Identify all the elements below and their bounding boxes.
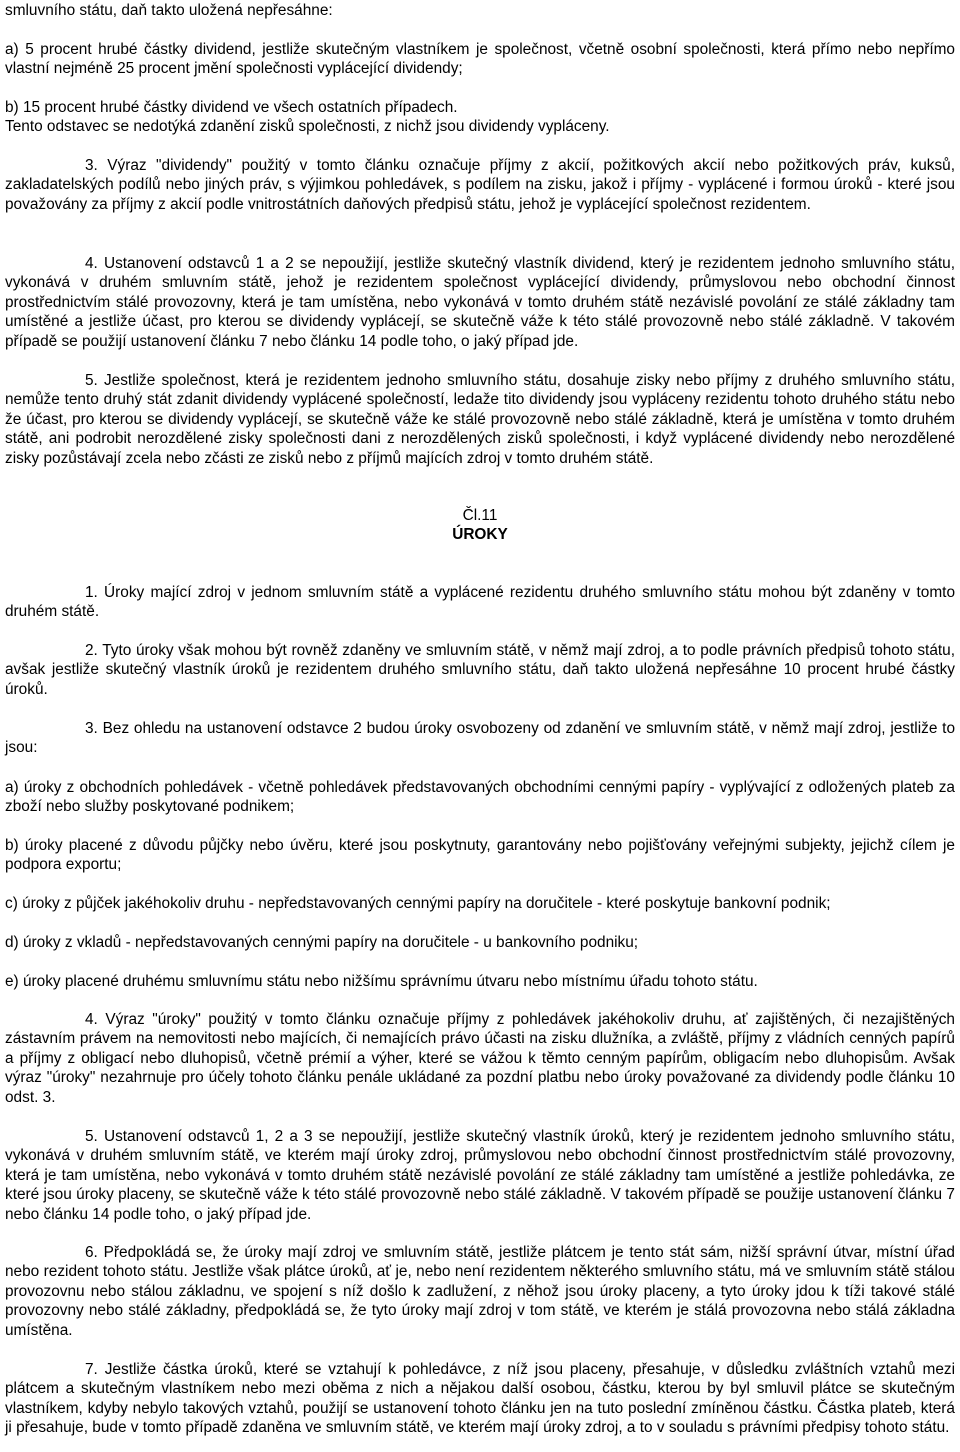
paragraph-continuation: smluvního státu, daň takto uložená nepřesáhne: <box>5 2 333 19</box>
interest-paragraph-4: 4. Výraz "úroky" použitý v tomto článku označuje příjmy z pohledávek jakéhokoliv druhu, ať zajištěných, či nezajištěných zástavním právem na nemovitosti nebo majících, či nemajících právo účasti na zisku dlužníka, a zvláště, příjmy z vládních cenných papírů a příjmy z obligací nebo dluhopisů, včetně prémií a výher, které se vážou k těmto cenným papírům, obligacím nebo dluhopisům. Avšak výraz "úroky" nezahrnuje pro účely tohoto článku penále ukládané za pozdní platbu nebo úroky považované za dividendy podle článku 10 odst. 3. <box>5 1011 955 1106</box>
paragraph-5: 5. Jestliže společnost, která je rezidentem jednoho smluvního státu, dosahuje zisky nebo příjmy z druhého smluvního státu, nemůže tento druhý stát zdanit dividendy vyplácené společností, ledaže tito dividendy jsou vypláceny rezidentu tohoto druhého státu nebo že účast, pro kterou se dividendy vyplácejí, se skutečně váže ke stálé provozovně nebo stálé základně, která je umístěna v tomto druhém státě, ani podrobit nerozdělené zisky společnosti dani z nerozdělených zisků společnosti, i když vyplácené dividendy nebo nerozdělené zisky pozůstávají zcela nebo zčásti ze zisků nebo z příjmů majících zdroj v tomto druhém státě. <box>5 372 955 467</box>
interest-paragraph-7: 7. Jestliže částka úroků, které se vztahují k pohledávce, z níž jsou placeny, přesahuje, v důsledku zvláštních vztahů mezi plátcem a skutečným vlastníkem nebo mezi oběma z nich a nějakou další osobou, částku, kterou by byl smluvil plátce se skutečným vlastníkem, kdyby nebylo takových vztahů, použijí se ustanovení tohoto článku jen na tuto poslední zmíněnou částku. Částka plateb, která ji přesahuje, bude v tomto případě zdaněna ve smluvním státě, ve kterém mají úroky zdroj, a to v souladu s právními předpisy tohoto státu. <box>5 1361 955 1437</box>
article-title: ÚROKY <box>452 526 508 543</box>
paragraph-note: Tento odstavec se nedotýká zdanění zisků společnosti, z nichž jsou dividendy vypláceny. <box>5 118 610 135</box>
paragraph-4: 4. Ustanovení odstavců 1 a 2 se nepoužijí, jestliže skutečný vlastník dividend, který je rezidentem jednoho smluvního státu, vykonává v druhém smluvním státě, jehož je rezidentem společnost vyplácející dividendy, průmyslovou nebo obchodní činnost prostřednictvím stálé provozovny, která je tam umístěna, nebo vykonává v tomto druhém státě nezávislé povolání ze stálé základny tam umístěné a jestliže účast, pro kterou se dividendy vyplácejí, se skutečně váže k této stálé provozovně nebo stálé základně. V takovém případě se použijí ustanovení článku 7 nebo článku 14 podle toho, o jaký případ jde. <box>5 255 955 350</box>
interest-paragraph-3: 3. Bez ohledu na ustanovení odstavce 2 budou úroky osvobozeny od zdanění ve smluvním státě, v němž mají zdroj, jestliže to jsou: <box>5 720 955 757</box>
article-number: Čl.11 <box>462 507 498 524</box>
interest-item-d: d) úroky z vkladů - nepředstavovaných cennými papíry na doručitele - u bankovního podniku; <box>5 934 639 951</box>
interest-paragraph-2: 2. Tyto úroky však mohou být rovněž zdaněny ve smluvním státě, v němž mají zdroj, a to podle právních předpisů tohoto státu, avšak jestliže skutečný vlastník úroků je rezidentem druhého smluvního státu, daň takto uložená nepřesáhne 10 procent hrubé částky úroků. <box>5 642 955 698</box>
paragraph-3: 3. Výraz "dividendy" použitý v tomto článku označuje příjmy z akcií, požitkových akcií nebo požitkových práv, kuksů, zakladatelských podílů nebo jiných práv, s výjimkou pohledávek, s podílem na zisku, jakož i příjmy - vyplácené i formou úroků - které jsou považovány za příjmy z akcií podle vnitrostátních daňových předpisů státu, jehož je vyplácející společnost rezidentem. <box>5 157 955 213</box>
interest-paragraph-1: 1. Úroky mající zdroj v jednom smluvním státě a vyplácené rezidentu druhého smluvního státu mohou být zdaněny v tomto druhém státě. <box>5 584 955 621</box>
interest-paragraph-5: 5. Ustanovení odstavců 1, 2 a 3 se nepoužijí, jestliže skutečný vlastník úroků, který je rezidentem jednoho smluvního státu, vykonává v druhém smluvním státě, ve kterém mají úroky zdroj, průmyslovou nebo obchodní činnost prostřednictvím stálé provozovny, která je tam umístěna, nebo vykonává v tomto druhém státě nezávislé povolání ze stálé základny tam umístěné a jestliže pohledávka, ze které jsou úroky placeny, se skutečně váže k této stálé provozovně nebo stálé základně. V takovém případě se použije ustanovení článku 7 nebo článku 14 podle toho, o jaký případ jde. <box>5 1128 955 1223</box>
paragraph-item-b: b) 15 procent hrubé částky dividend ve všech ostatních případech. <box>5 99 458 116</box>
interest-item-b: b) úroky placené z důvodu půjčky nebo úvěru, které jsou poskytnuty, garantovány nebo pojišťovány veřejnými subjekty, jejichž cílem je podpora exportu; <box>5 837 955 874</box>
interest-item-a: a) úroky z obchodních pohledávek - včetně pohledávek představovaných obchodními cennými papíry - vyplývající z odložených plateb za zboží nebo služby poskytované podnikem; <box>5 779 955 816</box>
interest-item-e: e) úroky placené druhému smluvnímu státu nebo nižšímu správnímu útvaru nebo místnímu úřadu tohoto státu. <box>5 973 758 990</box>
interest-item-c: c) úroky z půjček jakéhokoliv druhu - nepředstavovaných cennými papíry na doručitele - které poskytuje bankovní podnik; <box>5 895 831 912</box>
paragraph-item-a: a) 5 procent hrubé částky dividend, jestliže skutečným vlastníkem je společnost, včetně osobní společnosti, která přímo nebo nepřímo vlastní nejméně 25 procent jmění společnosti vyplácející dividendy; <box>5 41 955 78</box>
interest-paragraph-6: 6. Předpokládá se, že úroky mají zdroj ve smluvním státě, jestliže plátcem je tento stát sám, nižší správní útvar, místní úřad nebo rezident tohoto státu. Jestliže však plátce úroků, ať je, nebo není rezidentem některého smluvního státu, má ve smluvním státě stálou provozovnu nebo stálou základnu, ve spojení s níž došlo k zadlužení, z něhož jsou úroky placeny, a tyto úroky jdou k tíži takové stálé provozovny nebo stálé základny, předpokládá se, že tyto úroky mají zdroj v tom státě, ve kterém je stálá provozovna nebo stálá základna umístěna. <box>5 1244 955 1339</box>
